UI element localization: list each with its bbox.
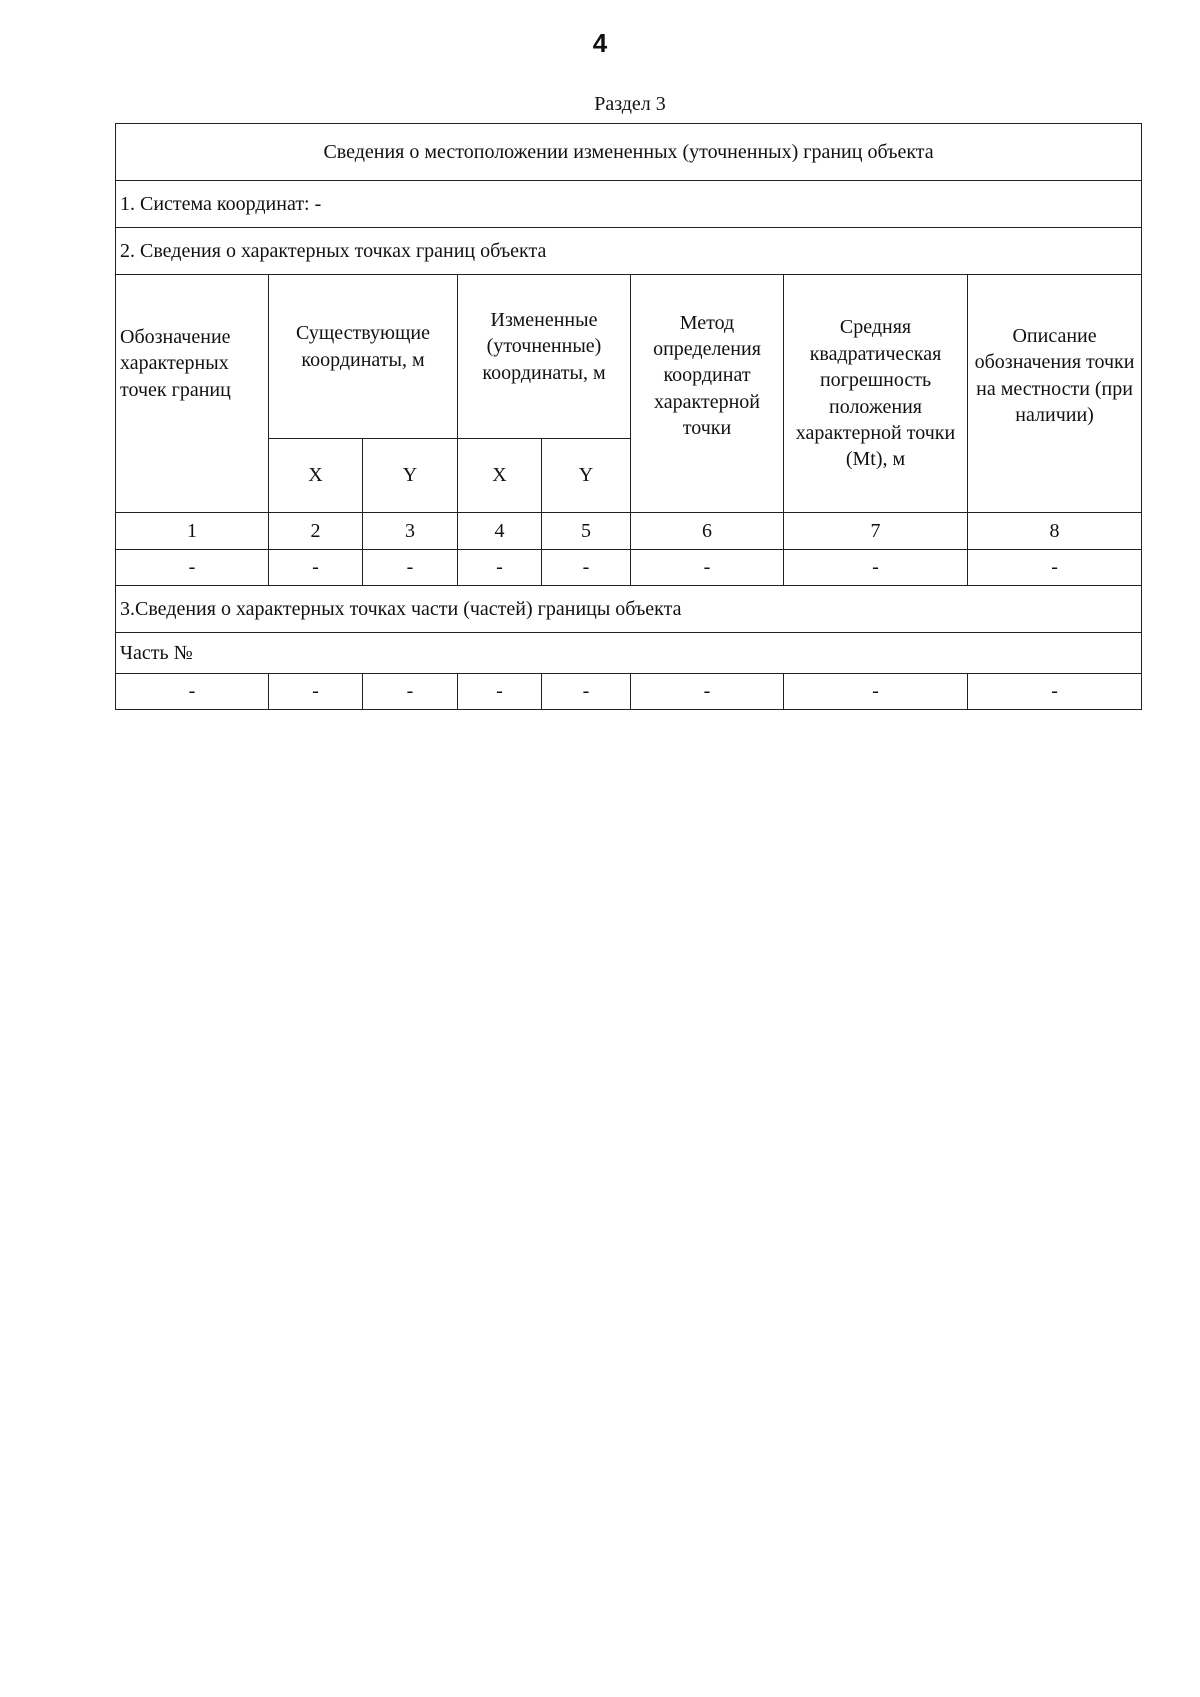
table-row (116, 550, 1142, 586)
table-cell: - (784, 550, 968, 586)
part-label: Часть № (116, 633, 1142, 674)
boundary-points-table (115, 123, 1142, 710)
table-cell: - (968, 674, 1142, 710)
table-cell: - (542, 674, 631, 710)
table-cell: - (631, 550, 784, 586)
column-number: 2 (269, 513, 363, 550)
column-number: 4 (458, 513, 542, 550)
table-cell: - (269, 674, 363, 710)
parts-heading: 3.Сведения о характерных точках части (частей) границы объекта (116, 586, 1142, 633)
column-number: 8 (968, 513, 1142, 550)
column-number: 5 (542, 513, 631, 550)
column-numbers-row (116, 513, 1142, 550)
table-cell: - (363, 674, 458, 710)
header-mean-error: Средняя квадратическая погрешность положения характерной точки (Mt), м (784, 275, 968, 513)
table-cell: - (116, 550, 269, 586)
points-heading: 2. Сведения о характерных точках границ объекта (116, 228, 1142, 275)
column-number: 1 (116, 513, 269, 550)
column-number: 6 (631, 513, 784, 550)
table-cell: - (458, 550, 542, 586)
table-cell: - (363, 550, 458, 586)
table-cell: - (542, 550, 631, 586)
table-row (116, 674, 1142, 710)
column-number: 3 (363, 513, 458, 550)
table-cell: - (269, 550, 363, 586)
header-designation: Обозначение характерных точек границ (116, 275, 269, 513)
column-number: 7 (784, 513, 968, 550)
section-label: Раздел 3 (594, 93, 666, 115)
header-description: Описание обозначения точки на местности (при наличии) (968, 275, 1142, 513)
header-changed-y: Y (542, 439, 631, 513)
table-cell: - (784, 674, 968, 710)
table-cell: - (631, 674, 784, 710)
header-existing-x: X (269, 439, 363, 513)
coord-system-row: 1. Система координат: - (116, 181, 1142, 228)
page-number: 4 (592, 28, 608, 58)
table-cell: - (968, 550, 1142, 586)
header-existing-coords: Существующие координаты, м (269, 275, 458, 439)
header-method: Метод определения координат характерной точки (631, 275, 784, 513)
table-cell: - (116, 674, 269, 710)
header-existing-y: Y (363, 439, 458, 513)
header-changed-coords: Измененные (уточненные) координаты, м (458, 275, 631, 439)
header-changed-x: X (458, 439, 542, 513)
table-cell: - (458, 674, 542, 710)
table-title: Сведения о местоположении измененных (уточненных) границ объекта (116, 124, 1142, 181)
